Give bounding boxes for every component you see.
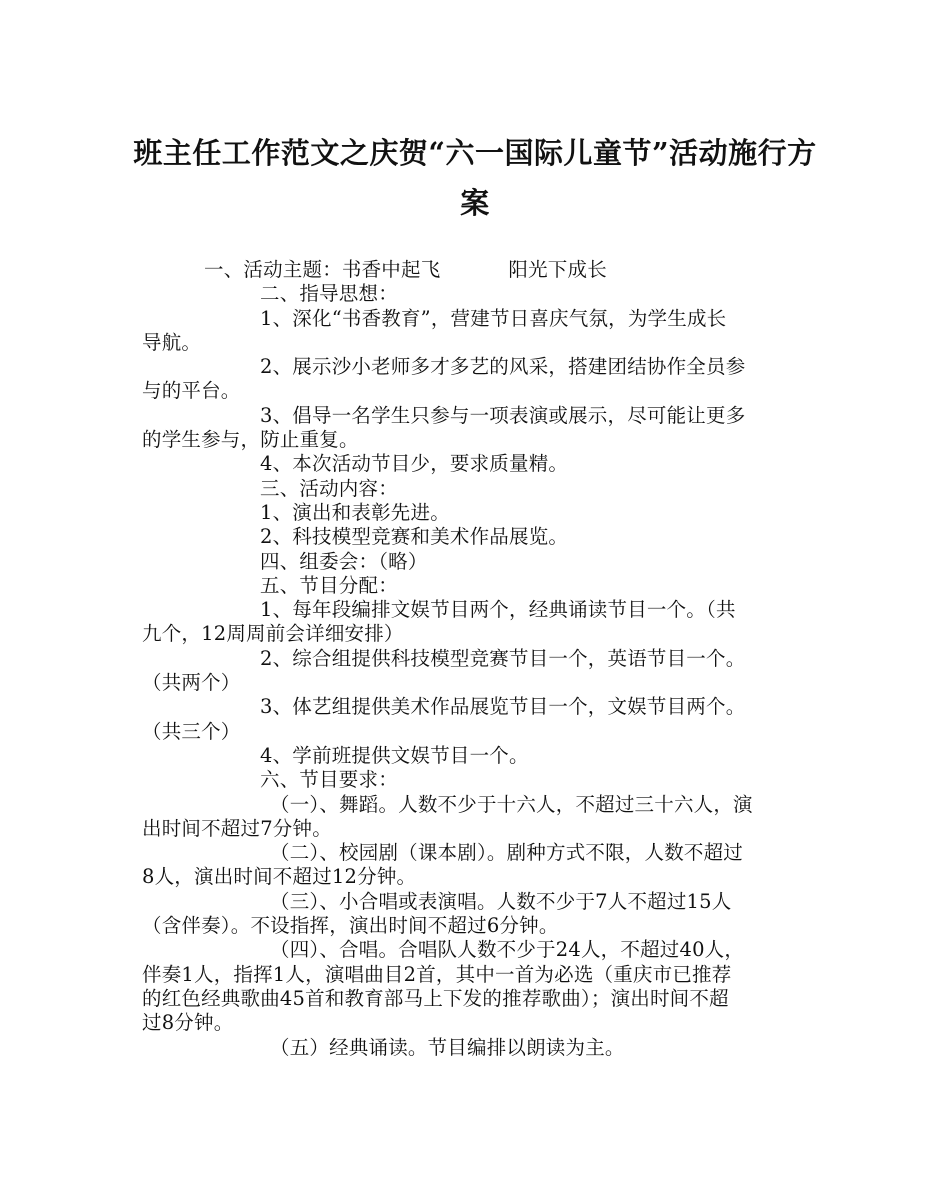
section-6-req-4-line-4: 过8分钟。 <box>142 1011 234 1035</box>
section-5-item-4: 4、学前班提供文娱节目一个。 <box>260 743 529 767</box>
section-6-req-4-line-1: （四）、合唱。合唱队人数不少于24人，不超过40人， <box>270 938 745 962</box>
section-2-item-3-line-2: 的学生参与，防止重复。 <box>142 428 359 452</box>
section-6-req-4-line-3: 的红色经典歌曲45首和教育部马上下发的推荐歌曲）；演出时间不超 <box>142 986 729 1010</box>
section-5-item-2-line-1: 2、综合组提供科技模型竞赛节目一个，英语节目一个。 <box>260 646 746 670</box>
section-6-heading: 六、节目要求： <box>260 768 398 792</box>
section-2-item-3-line-1: 3、倡导一名学生只参与一项表演或展示，尽可能让更多 <box>260 403 746 427</box>
section-2-heading: 二、指导思想： <box>260 282 398 306</box>
document-title-line-2: 案 <box>460 186 490 220</box>
section-4-heading: 四、组委会：（略） <box>260 549 428 573</box>
section-3-item-1: 1、演出和表彰先进。 <box>260 500 450 524</box>
document-title-line-1: 班主任工作范文之庆贺“六一国际儿童节”活动施行方 <box>133 136 817 170</box>
section-6-req-5: （五）经典诵读。节目编排以朗读为主。 <box>270 1035 625 1059</box>
section-5-item-1-line-1: 1、每年段编排文娱节目两个，经典诵读节目一个。（共 <box>260 598 736 622</box>
section-2-item-1-line-1: 1、深化“书香教育”，营建节日喜庆气氛，为学生成长 <box>260 306 727 330</box>
section-3-item-2: 2、科技模型竞赛和美术作品展览。 <box>260 525 569 549</box>
section-1-label-tail: 阳光下成长 <box>508 258 607 281</box>
section-6-req-1-line-1: （一）、舞蹈。人数不少于十六人，不超过三十六人，演 <box>270 792 753 816</box>
section-2-item-4: 4、本次活动节目少，要求质量精。 <box>260 452 569 476</box>
section-2-item-2-line-1: 2、展示沙小老师多才多艺的风采，搭建团结协作全员参 <box>260 355 746 379</box>
section-5-item-3-line-2: （共三个） <box>142 719 241 743</box>
document-body <box>142 258 812 1060</box>
section-5-heading: 五、节目分配： <box>260 573 398 597</box>
section-6-req-2-line-2: 8人，演出时间不超过12分钟。 <box>142 865 417 889</box>
section-6-req-3-line-1: （三）、小合唱或表演唱。人数不少于7人不超过15人 <box>270 889 732 913</box>
section-2-item-2-line-2: 与的平台。 <box>142 379 241 403</box>
section-6-req-4-line-2: 伴奏1人，指挥1人，演唱曲目2首，其中一首为必选（重庆市已推荐 <box>142 962 732 986</box>
section-6-req-2-line-1: （二）、校园剧（课本剧）。剧种方式不限，人数不超过 <box>270 841 744 865</box>
section-2-item-1-line-2: 导航。 <box>142 330 202 354</box>
section-6-req-1-line-2: 出时间不超过7分钟。 <box>142 816 332 840</box>
section-1-label: 一、活动主题：书香中起飞 <box>204 258 441 281</box>
section-5-item-3-line-1: 3、体艺组提供美术作品展览节目一个，文娱节目两个。 <box>260 695 746 719</box>
section-5-item-1-line-2: 九个，12周周前会详细安排） <box>142 622 404 646</box>
section-6-req-3-line-2: （含伴奏）。不设指挥，演出时间不超过6分钟。 <box>142 914 559 938</box>
section-5-item-2-line-2: （共两个） <box>142 671 241 695</box>
section-1-theme <box>142 258 812 282</box>
section-3-heading: 三、活动内容： <box>260 476 398 500</box>
